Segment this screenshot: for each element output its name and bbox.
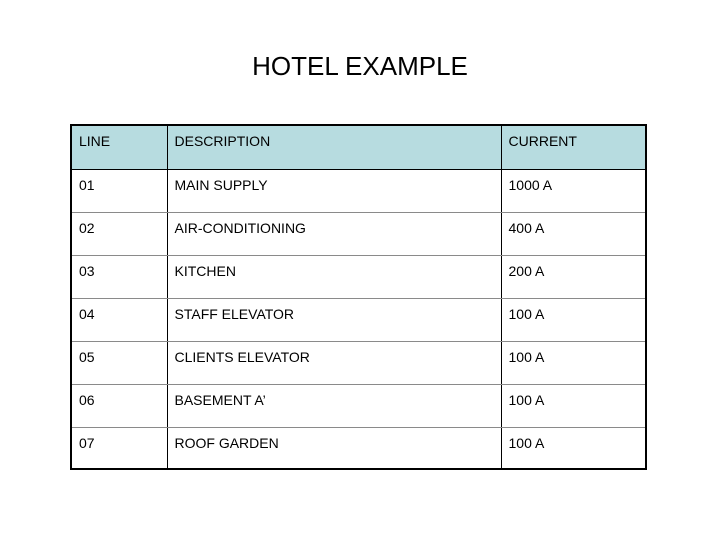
page-title: HOTEL EXAMPLE [252,51,468,81]
current-cell: 100 A [501,298,646,341]
current-cell: 100 A [501,341,646,384]
current-cell: 100 A [501,427,646,469]
table-row [71,298,646,341]
column-header-line: LINE [71,125,167,169]
description-cell: KITCHEN [167,255,501,298]
table-row [71,212,646,255]
description-cell: ROOF GARDEN [167,427,501,469]
table-header-row [71,125,646,169]
description-cell: CLIENTS ELEVATOR [167,341,501,384]
line-cell: 02 [71,212,167,255]
description-cell: STAFF ELEVATOR [167,298,501,341]
hotel-load-table [70,124,647,470]
description-cell: AIR-CONDITIONING [167,212,501,255]
line-cell: 07 [71,427,167,469]
current-cell: 100 A [501,384,646,427]
table-row [71,255,646,298]
line-cell: 03 [71,255,167,298]
table-row [71,169,646,212]
description-cell: MAIN SUPPLY [167,169,501,212]
table-row [71,384,646,427]
description-cell: BASEMENT A’ [167,384,501,427]
column-header-current: CURRENT [501,125,646,169]
table-row [71,427,646,469]
line-cell: 01 [71,169,167,212]
table-row [71,341,646,384]
column-header-description: DESCRIPTION [167,125,501,169]
line-cell: 04 [71,298,167,341]
line-cell: 06 [71,384,167,427]
current-cell: 1000 A [501,169,646,212]
line-cell: 05 [71,341,167,384]
current-cell: 400 A [501,212,646,255]
current-cell: 200 A [501,255,646,298]
